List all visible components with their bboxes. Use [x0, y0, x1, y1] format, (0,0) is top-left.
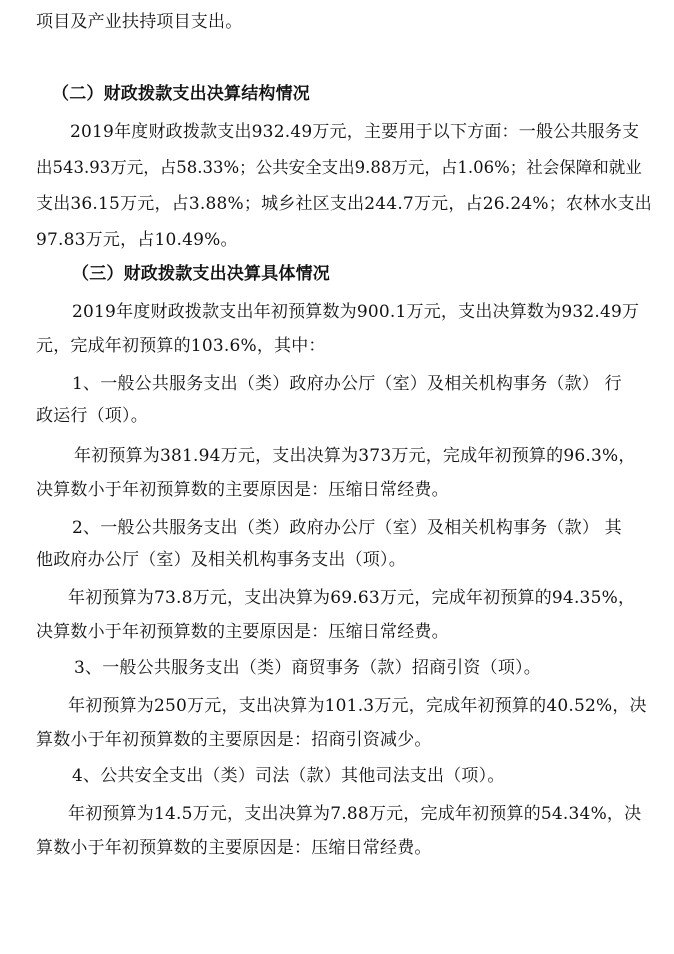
paragraph-line: 支出36.15万元，占3.88%；城乡社区支出244.7万元，占26.24%；农林水支出 [36, 194, 652, 214]
paragraph-line: 年初预算为250万元，支出决算为101.3万元，完成年初预算的40.52%，决 [68, 696, 647, 716]
paragraph-line: 决算数小于年初预算数的主要原因是：压缩日常经费。 [36, 480, 449, 500]
paragraph-line: 年初预算为381.94万元，支出决算为373万元，完成年初预算的96.3%， [74, 446, 636, 466]
section-heading-2: （二）财政拨款支出决算结构情况 [52, 84, 310, 104]
paragraph-line: 算数小于年初预算数的主要原因是：压缩日常经费。 [36, 838, 432, 858]
item-title-line: 政运行（项）。 [36, 406, 148, 426]
paragraph-line: 2019年度财政拨款支出932.49万元，主要用于以下方面：一般公共服务支 [70, 122, 640, 142]
paragraph-line: 2019年度财政拨款支出年初预算数为900.1万元，支出决算数为932.49万 [72, 302, 640, 322]
paragraph-line: 97.83万元，占10.49%。 [36, 230, 238, 250]
item-title-line: 4、公共安全支出（类）司法（款）其他司法支出（项）。 [72, 766, 505, 786]
section-heading-3: （三）财政拨款支出决算具体情况 [72, 264, 330, 284]
paragraph-line: 年初预算为14.5万元，支出决算为7.88万元，完成年初预算的54.34%，决 [68, 804, 642, 824]
item-title-line: 3、一般公共服务支出（类）商贸事务（款）招商引资（项）。 [74, 658, 541, 678]
paragraph-line: 出543.93万元，占58.33%；公共安全支出9.88万元，占1.06%；社会保障和就业 [36, 158, 642, 177]
paragraph-line: 年初预算为73.8万元，支出决算为69.63万元，完成年初预算的94.35%， [68, 588, 636, 608]
paragraph-line: 元，完成年初预算的103.6%，其中： [36, 336, 326, 356]
item-title-line: 2、一般公共服务支出（类）政府办公厅（室）及相关机构事务（款） 其 [72, 518, 622, 538]
item-title-line: 他政府办公厅（室）及相关机构事务支出（项）。 [36, 550, 406, 570]
paragraph-line: 算数小于年初预算数的主要原因是：招商引资减少。 [36, 730, 432, 750]
paragraph-line: 项目及产业扶持项目支出。 [36, 12, 243, 32]
paragraph-line: 决算数小于年初预算数的主要原因是：压缩日常经费。 [36, 622, 449, 642]
item-title-line: 1、一般公共服务支出（类）政府办公厅（室）及相关机构事务（款） 行 [72, 374, 622, 394]
